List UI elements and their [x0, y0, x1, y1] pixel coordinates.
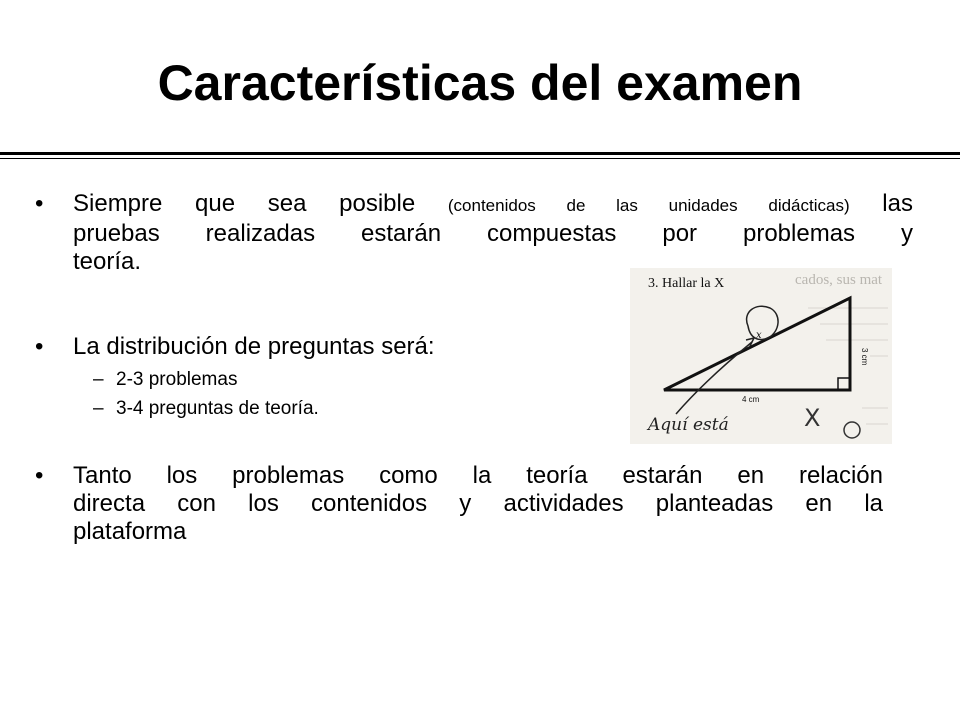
title-divider-thin [0, 158, 960, 159]
subitem-dash: – [93, 369, 104, 390]
bullet-marker: • [35, 190, 44, 217]
title-divider-thick [0, 152, 960, 155]
bullet-3-line-3: plataforma [73, 518, 187, 545]
bullet-1-line-1 [73, 190, 913, 220]
bullet-1-line-1-start: Siempre que sea posible [73, 190, 448, 217]
cross-mark: X [804, 404, 821, 432]
handwritten-answer: Aquí está [648, 415, 729, 435]
side-length-label: 3 cm [860, 348, 869, 366]
background-text-fragment: cados, sus mat [795, 272, 883, 288]
base-length-label: 4 cm [742, 395, 760, 404]
bullet-2-text: La distribución de preguntas será: [73, 333, 435, 360]
bullet-marker: • [35, 462, 44, 489]
bullet-3-line-2: directa con los contenidos y actividades planteadas en la [73, 490, 883, 517]
bullet-3-line-1: Tanto los problemas como la teoría estarán en relación [73, 462, 883, 489]
bullet-3-text [73, 462, 883, 546]
subitem-theory: 3-4 preguntas de teoría. [116, 398, 319, 419]
bullet-1-parenthetical: (contenidos de las unidades didácticas) [447, 196, 850, 215]
bullet-1-line-1-end: las [849, 190, 913, 217]
slide-title: Características del examen [157, 55, 803, 111]
bullet-marker: • [35, 333, 44, 360]
subitem-problems: 2-3 problemas [116, 369, 238, 390]
bullet-1-text [73, 190, 913, 276]
subitem-dash: – [93, 398, 104, 419]
x-label: x [756, 330, 762, 341]
bullet-1-line-2: pruebas realizadas estarán compuestas por problemas y [73, 220, 913, 247]
problem-heading: 3. Hallar la X [648, 276, 725, 291]
exam-photo [630, 268, 892, 444]
bullet-1-line-3: teoría. [73, 248, 142, 275]
